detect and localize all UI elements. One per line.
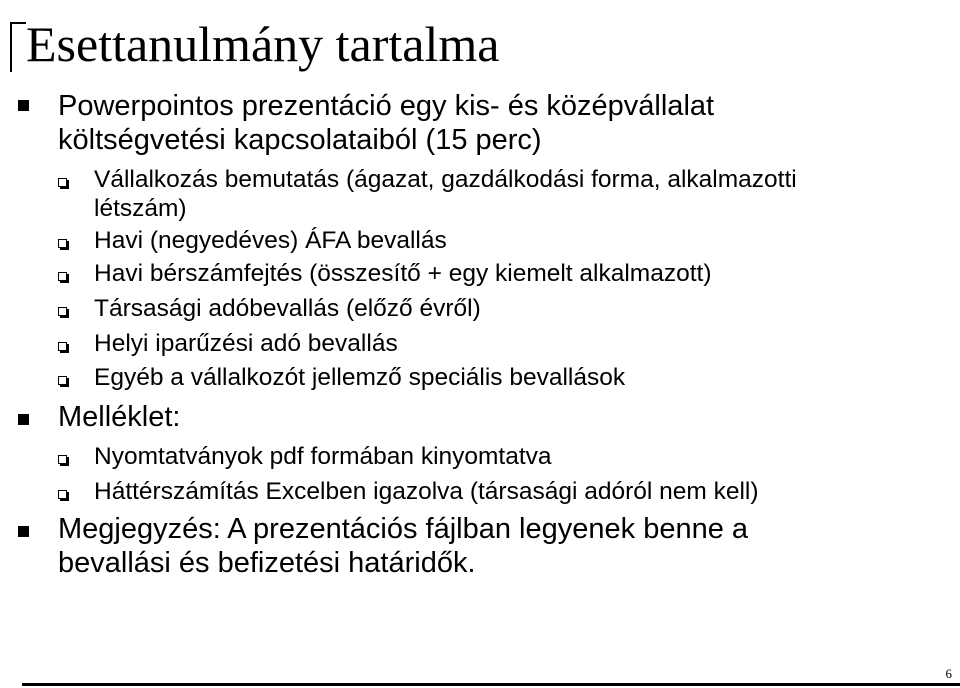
- bullet-text-line: Powerpointos prezentáció egy kis- és középvállalat: [58, 90, 715, 122]
- bullet-text-line: Megjegyzés: A prezentációs fájlban legyenek benne a: [58, 513, 749, 545]
- square-bullet-icon: [18, 414, 29, 425]
- square-bullet-icon: [18, 100, 29, 111]
- sub-bullet-text-line: Egyéb a vállalkozót jellemző speciális bevallások: [94, 364, 626, 391]
- sub-bullet-text-line: Vállalkozás bemutatás (ágazat, gazdálkodási forma, alkalmazotti: [94, 166, 797, 193]
- checkbox-bullet-icon: [58, 342, 67, 351]
- sub-bullet-text-line: Nyomtatványok pdf formában kinyomtatva: [94, 443, 552, 470]
- bullet-text-line: Melléklet:: [58, 401, 181, 433]
- checkbox-bullet-icon: [58, 307, 67, 316]
- checkbox-bullet-icon: [58, 239, 67, 248]
- checkbox-bullet-icon: [58, 272, 67, 281]
- sub-bullet-text-line: Helyi iparűzési adó bevallás: [94, 330, 398, 357]
- footer-rule: [22, 683, 960, 686]
- checkbox-bullet-icon: [58, 455, 67, 464]
- checkbox-bullet-icon: [58, 376, 67, 385]
- sub-bullet-text-line: Háttérszámítás Excelben igazolva (társasági adóról nem kell): [94, 478, 759, 505]
- checkbox-bullet-icon: [58, 490, 67, 499]
- square-bullet-icon: [18, 526, 29, 537]
- bullet-text-line: bevallási és befizetési határidők.: [58, 547, 476, 579]
- bullet-text-line: költségvetési kapcsolataiból (15 perc): [58, 124, 542, 156]
- sub-bullet-text-line: Havi bérszámfejtés (összesítő + egy kiemelt alkalmazott): [94, 260, 712, 287]
- checkbox-bullet-icon: [58, 178, 67, 187]
- sub-bullet-text-line: létszám): [94, 195, 187, 222]
- sub-bullet-text-line: Társasági adóbevallás (előző évről): [94, 295, 481, 322]
- sub-bullet-text-line: Havi (negyedéves) ÁFA bevallás: [94, 227, 447, 254]
- slide-title: Esettanulmány tartalma: [26, 16, 500, 72]
- page-number: 6: [945, 666, 952, 681]
